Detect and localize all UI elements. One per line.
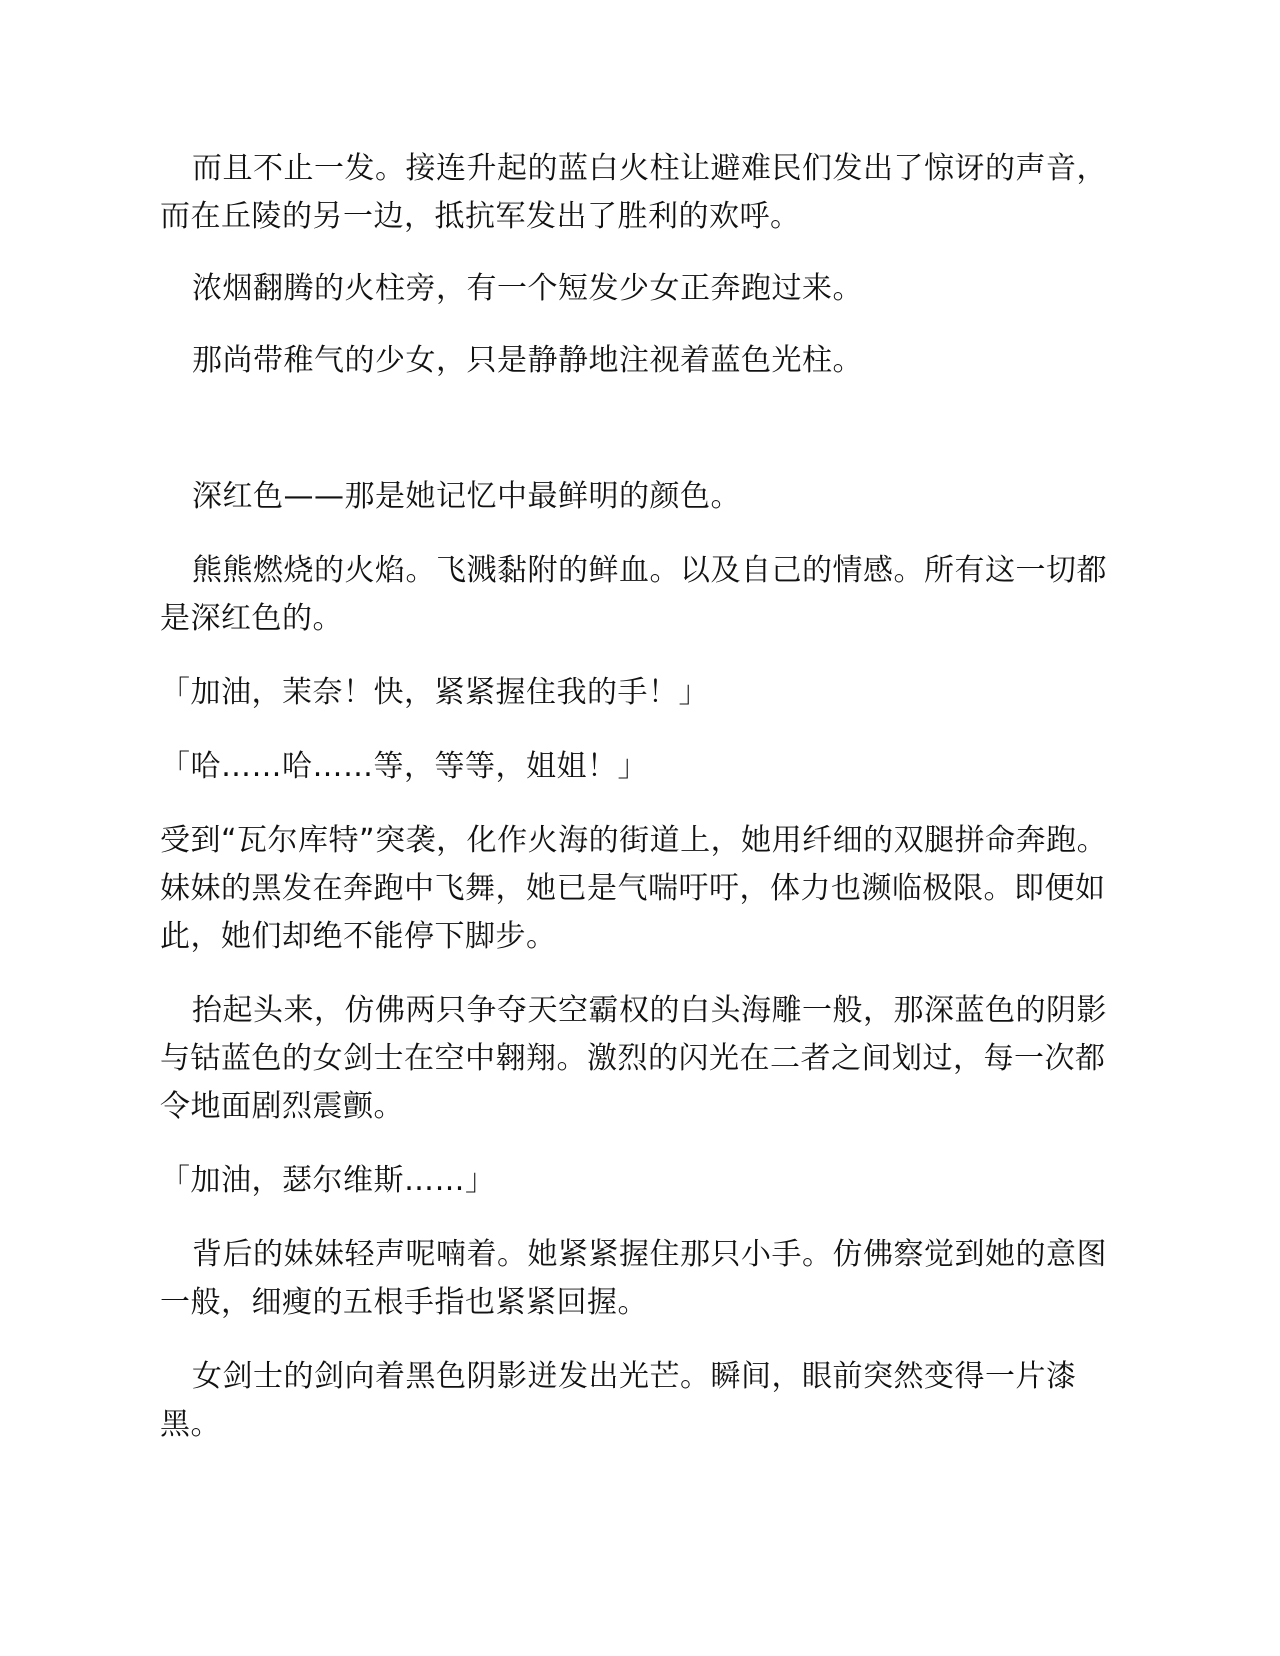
paragraph: 深红色——那是她记忆中最鲜明的颜色。	[192, 479, 741, 514]
paragraph: 浓烟翻腾的火柱旁，有一个短发少女正奔跑过来。	[192, 271, 863, 306]
document-page	[160, 145, 1110, 1449]
paragraph: 受到“瓦尔库特”突袭，化作火海的街道上，她用纤细的双腿拼命奔跑。妹妹的黑发在奔跑中飞舞，她已是气喘吁吁，体力也濒临极限。即便如此，她们却绝不能停下脚步。	[160, 823, 1108, 954]
paragraph: 女剑士的剑向着黑色阴影迸发出光芒。瞬间，眼前突然变得一片漆黑。	[160, 1359, 1077, 1442]
dialogue-line: 「加油，茉奈！快，紧紧握住我的手！」	[160, 675, 709, 710]
paragraph: 背后的妹妹轻声呢喃着。她紧紧握住那只小手。仿佛察觉到她的意图一般，细瘦的五根手指也紧紧回握。	[160, 1237, 1107, 1320]
dialogue-line: 「哈……哈……等，等等，姐姐！」	[160, 749, 648, 784]
paragraph: 熊熊燃烧的火焰。飞溅黏附的鲜血。以及自己的情感。所有这一切都是深红色的。	[160, 553, 1107, 636]
paragraph: 而且不止一发。接连升起的蓝白火柱让避难民们发出了惊讶的声音，而在丘陵的另一边，抵抗军发出了胜利的欢呼。	[160, 151, 1107, 234]
dialogue-line: 「加油，瑟尔维斯……」	[160, 1163, 496, 1198]
paragraph: 抬起头来，仿佛两只争夺天空霸权的白头海雕一般，那深蓝色的阴影与钴蓝色的女剑士在空中翱翔。激烈的闪光在二者之间划过，每一次都令地面剧烈震颤。	[160, 993, 1107, 1124]
paragraph: 那尚带稚气的少女，只是静静地注视着蓝色光柱。	[192, 343, 863, 378]
